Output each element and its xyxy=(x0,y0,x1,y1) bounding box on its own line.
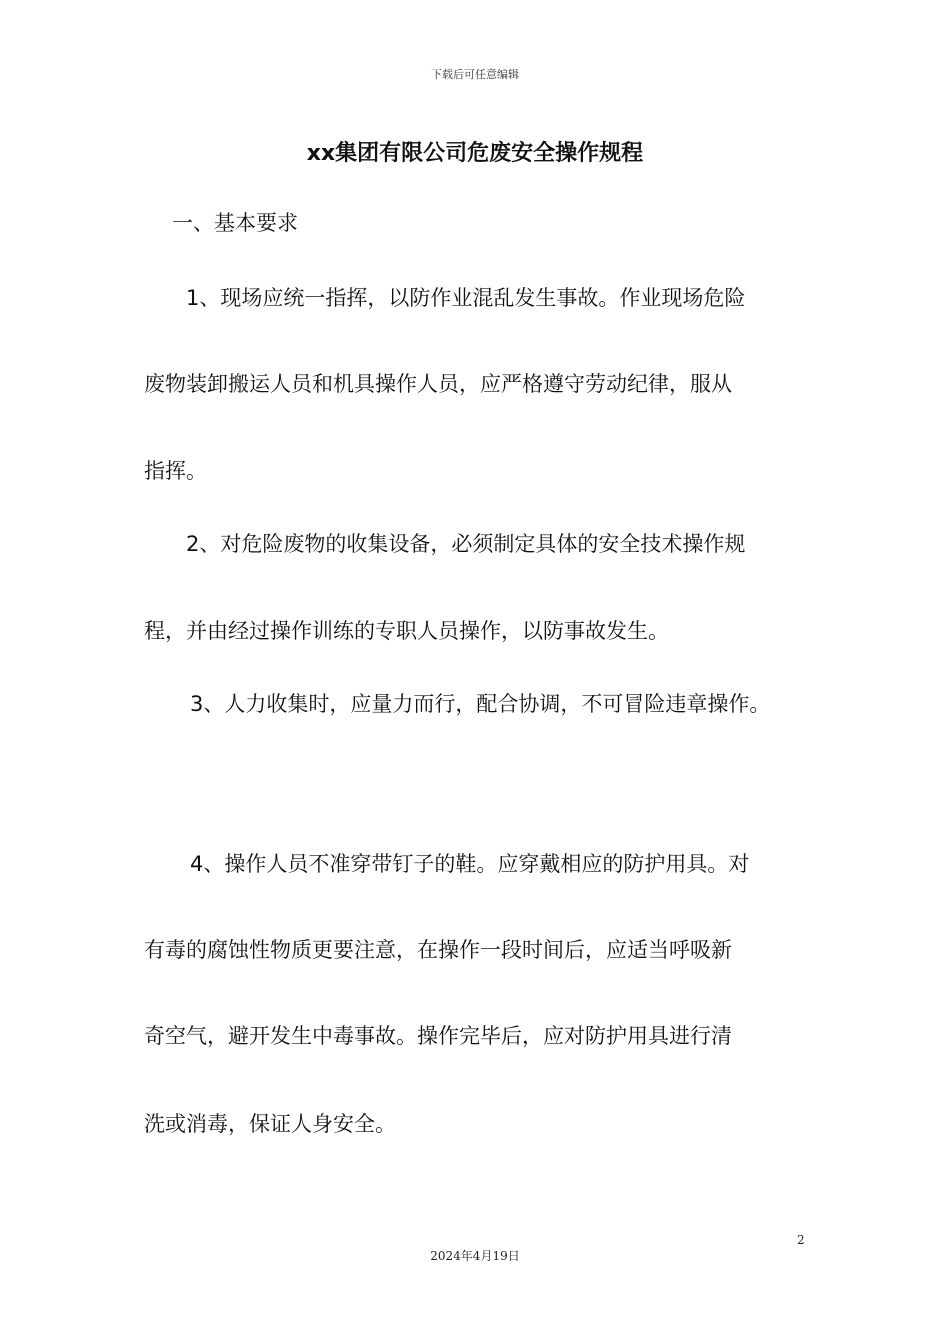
paragraph-line: 奇空气，避开发生中毒事故。操作完毕后，应对防护用具进行清 xyxy=(144,1024,732,1048)
paragraph-line: 指挥。 xyxy=(144,459,207,483)
paragraph-line: 4、操作人员不准穿带钉子的鞋。应穿戴相应的防护用具。对 xyxy=(190,852,750,876)
paragraph-line: 程，并由经过操作训练的专职人员操作，以防事故发生。 xyxy=(144,619,669,643)
page-number: 2 xyxy=(797,1233,805,1247)
header-note: 下载后可任意编辑 xyxy=(431,68,519,81)
paragraph-line: 2、对危险废物的收集设备，必须制定具体的安全技术操作规 xyxy=(186,532,746,556)
paragraph-line: 1、现场应统一指挥，以防作业混乱发生事故。作业现场危险 xyxy=(186,286,746,310)
paragraph-line: 洗或消毒，保证人身安全。 xyxy=(144,1112,396,1136)
document-title: xx集团有限公司危废安全操作规程 xyxy=(306,141,644,166)
paragraph-line: 废物装卸搬运人员和机具操作人员，应严格遵守劳动纪律，服从 xyxy=(144,372,732,396)
paragraph-line: 有毒的腐蚀性物质更要注意，在操作一段时间后，应适当呼吸新 xyxy=(144,938,732,962)
footer-date: 2024年4月19日 xyxy=(430,1249,520,1263)
paragraph-line: 3、人力收集时，应量力而行，配合协调，不可冒险违章操作。 xyxy=(190,692,771,716)
section-heading: 一、基本要求 xyxy=(172,211,298,235)
